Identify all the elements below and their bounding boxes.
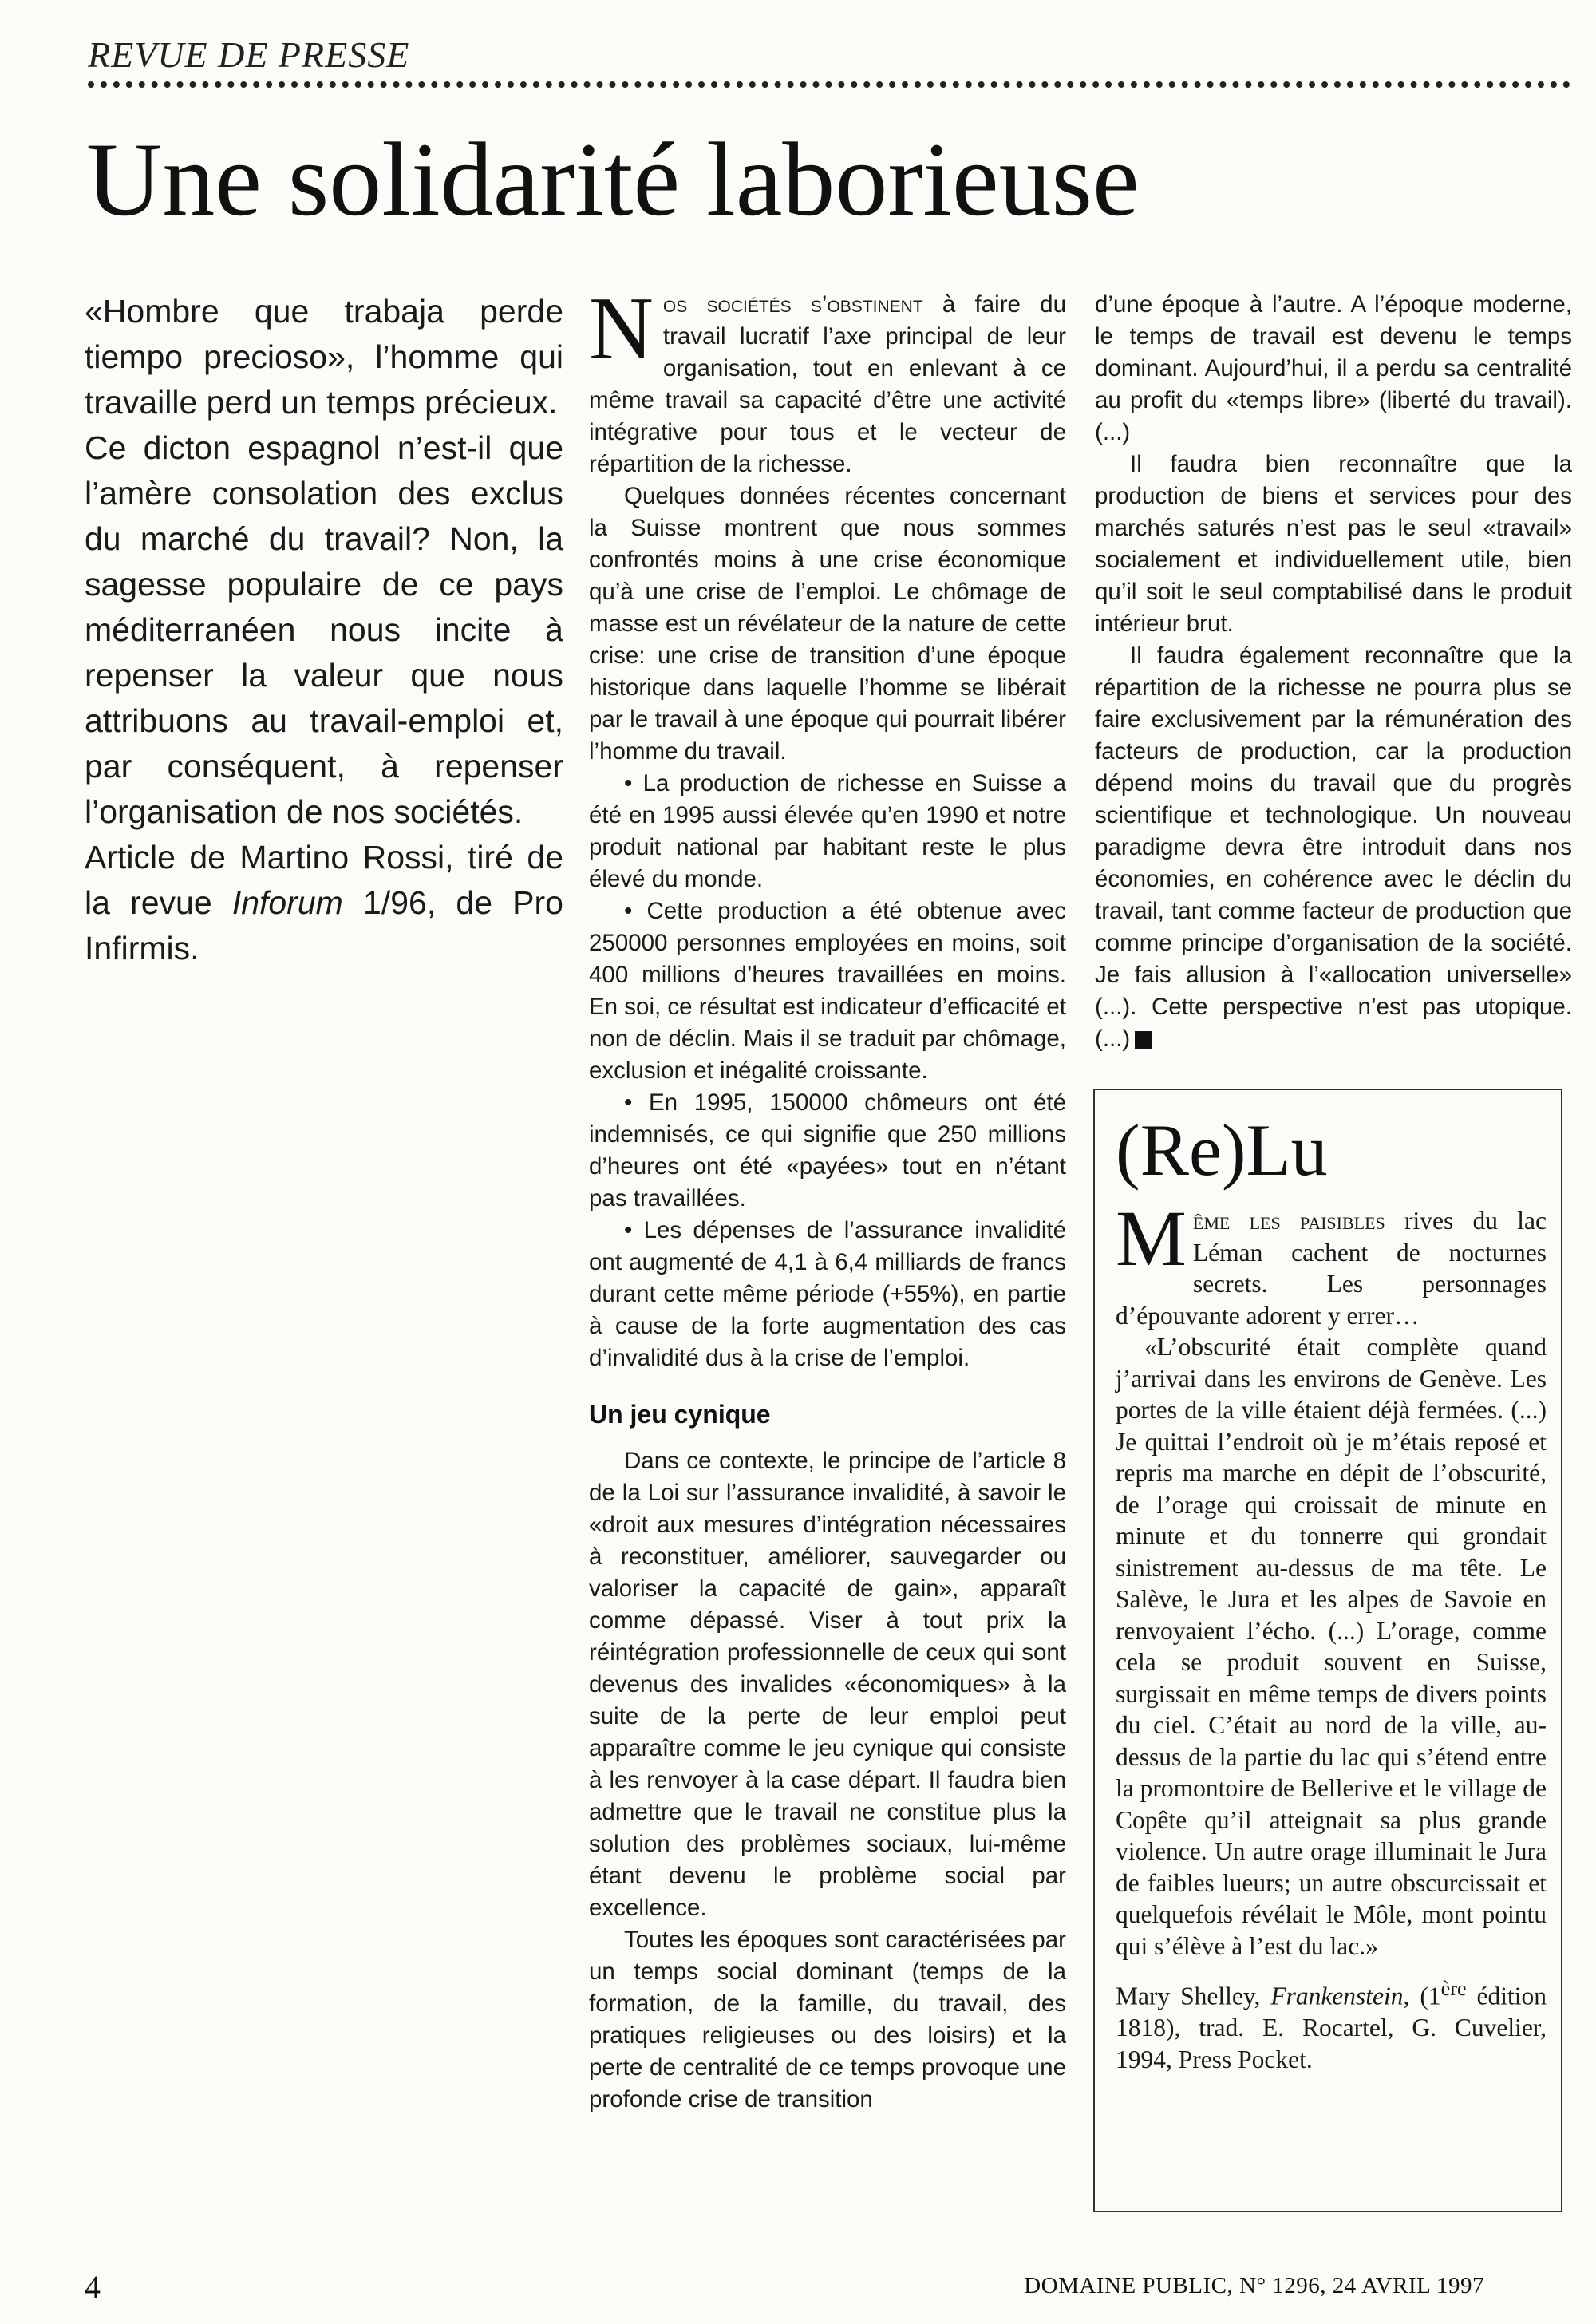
relu-credit bbox=[1116, 1973, 1547, 2075]
intro-source-end: 1/96, de Pro Infirmis. bbox=[85, 884, 563, 966]
relu-lead bbox=[1116, 1194, 1547, 1331]
relu-dropcap: M bbox=[1116, 1194, 1187, 1283]
relu-sidebar-box bbox=[1093, 1089, 1562, 2212]
article-lead-smallcaps: os sociétés s’obstinent bbox=[662, 291, 923, 318]
article-dropcap: N bbox=[589, 279, 654, 378]
dotted-rule bbox=[88, 81, 1570, 88]
article-paragraph: Toutes les époques sont caractérisées par un temps social dominant (temps de la formation, de la famille, du travail, des pratiques religieuses ou des loisirs) et la perte de centralité de ce temps provoque une profonde crise de transition bbox=[589, 1927, 1066, 2113]
relu-lead-rest: rives du lac Léman cachent de nocturnes secrets. Les personnages d’épouvante adorent y errer… bbox=[1116, 1207, 1547, 1330]
article-bullet-1: • La production de richesse en Suisse a été en 1995 aussi élevée qu’en 1990 et notre produit national par habitant reste le plus élevé du monde. bbox=[589, 770, 1066, 892]
intro-column bbox=[85, 289, 563, 971]
article-subheading: Un jeu cynique bbox=[589, 1400, 771, 1429]
article-paragraph bbox=[1095, 640, 1572, 1055]
article-column-1 bbox=[589, 279, 1066, 2116]
article-column-2 bbox=[1095, 289, 1572, 1055]
publication-footer: DOMAINE PUBLIC, N° 1296, 24 AVRIL 1997 bbox=[1024, 2273, 1484, 2298]
relu-content bbox=[1116, 1106, 1547, 2075]
page-number: 4 bbox=[85, 2269, 101, 2305]
relu-title: (Re)Lu bbox=[1116, 1109, 1328, 1191]
relu-quote: «L’obscurité était complète quand j’arrivai dans les environs de Genève. Les portes de la ville étaient déjà fermées. (...) Je quittai l’endroit où je m’étais reposé et repris ma marche en dépit de l’obscurité, de l’orage qui croissait de minute en minute et du tonnerre qui grondait sinistrement au-dessus de ma tête. Le Salève, le Jura et les alpes de Savoie en renvoyaient l’écho. (...) L’orage, comme cela se produit souvent en Suisse, surgissait en même temps de divers points du ciel. C’était au nord de la ville, au-dessus de la partie du lac qui s’étend entre la promontoire de Bellerive et le village de Copête qu’il atteignait sa plus grande violence. Un autre orage illuminait le Jura de faibles lueurs; un autre obscurcissait et quelquefois révélait le Môle, mont pointu qui s’élève à l’est du lac.» bbox=[1116, 1333, 1547, 1960]
article-paragraph: d’une époque à l’autre. A l’époque moderne, le temps de travail est devenu le temps dominant. Aujourd’hui, il a perdu sa centralité au profit du «temps libre» (liberté du travail). (...) bbox=[1095, 291, 1572, 445]
relu-credit-author: Mary Shelley, bbox=[1116, 1982, 1271, 2010]
relu-credit-title: Frankenstein bbox=[1270, 1982, 1404, 2010]
article-paragraph: Quelques données récentes concernant la Suisse montrent que nous sommes confrontés moins à une crise économique qu’à une crise de l’emploi. Le chômage de masse est un révélateur de la nature de cette crise: une crise de transition d’une époque historique dans laquelle l’homme se libérait par le travail à une époque qui pourrait libérer l’homme du travail. bbox=[589, 483, 1066, 765]
relu-credit-sup: ère bbox=[1440, 1977, 1467, 2000]
page-title: Une solidarité laborieuse bbox=[86, 121, 1140, 238]
article-lead-rest: à faire du travail lucratif l’axe principal de leur organisation, tout en enlevant à ce même travail sa capacité d’être une activité intégrative pour tous et le vecteur de répartition de la richesse. bbox=[589, 291, 1066, 477]
article-closing-text: Il faudra également reconnaître que la répartition de la richesse ne pourra plus se faire exclusivement par la rémunération des facteurs de production, car la production dépend moins du travail que du progrès scientifique et technologique. Un nouveau paradigme devra être introduit dans nos économies, en cohérence avec le déclin du travail, tant comme facteur de production que comme principe d’organisation de la société. Je fais allusion à l’«allocation universelle» (...). Cette perspective n’est pas utopique. (...) bbox=[1095, 642, 1572, 1052]
relu-credit-edition: , (1 bbox=[1403, 1982, 1441, 2010]
intro-source bbox=[85, 835, 563, 971]
relu-lead-smallcaps: ême les paisibles bbox=[1192, 1207, 1385, 1235]
article-bullet-3: • En 1995, 150000 chômeurs ont été indemnisés, ce qui signifie que 250 millions d’heures ont été «payées» tout en n’étant pas travaillées. bbox=[589, 1089, 1066, 1211]
article-lead bbox=[589, 279, 1066, 480]
relu-credit-rest: édition 1818), trad. E. Rocartel, G. Cuvelier, 1994, Press Pocket. bbox=[1116, 1982, 1547, 2073]
article-bullet-2: • Cette production a été obtenue avec 250000 personnes employées en moins, soit 400 millions d’heures travaillées en moins. En soi, ce résultat est indicateur d’efficacité et non de déclin. Mais il se traduit par chômage, exclusion et inégalité croissante. bbox=[589, 898, 1066, 1084]
intro-paragraph-1: «Hombre que trabaja perde tiempo precioso», l’homme qui travaille perd un temps précieux. bbox=[85, 293, 563, 421]
article-paragraph: Il faudra bien reconnaître que la production de biens et services pour des marchés saturés n’est pas le seul «travail» socialement et individuellement utile, bien qu’il soit le seul comptabilisé dans le produit intérieur brut. bbox=[1095, 451, 1572, 637]
end-mark-icon bbox=[1135, 1031, 1152, 1049]
article-paragraph: Dans ce contexte, le principe de l’article 8 de la Loi sur l’assurance invalidité, à savoir le «droit aux mesures d’intégration nécessaires à reconstituer, améliorer, sauvegarder ou valoriser la capacité de gain», apparaît comme dépassé. Viser à tout prix la réintégration professionnelle de ceux qui sont devenus des invalides «économiques» à la suite de la perte de leur emploi peut apparaître comme le jeu cynique qui consiste à les renvoyer à la case départ. Il faudra bien admettre que le travail ne constitue plus la solution des problèmes sociaux, lui-même étant devenu le problème social par excellence. bbox=[589, 1448, 1066, 1921]
intro-source-journal: Inforum bbox=[231, 884, 343, 921]
intro-paragraph-2: Ce dicton espagnol n’est-il que l’amère consolation des exclus du marché du travail? Non, la sagesse populaire de ce pays méditerranéen nous incite à repenser la valeur que nous attribuons au travail-emploi et, par conséquent, à repenser l’organisation de nos sociétés. bbox=[85, 429, 563, 830]
article-bullet-4: • Les dépenses de l’assurance invalidité ont augmenté de 4,1 à 6,4 milliards de francs durant cette même période (+55%), en partie à cause de la forte augmentation des cas d’invalidité dus à la crise de l’emploi. bbox=[589, 1217, 1066, 1371]
intro-source-text: Article de Martino Rossi, tiré de la revue bbox=[85, 839, 563, 921]
section-rubric: REVUE DE PRESSE bbox=[88, 34, 410, 75]
